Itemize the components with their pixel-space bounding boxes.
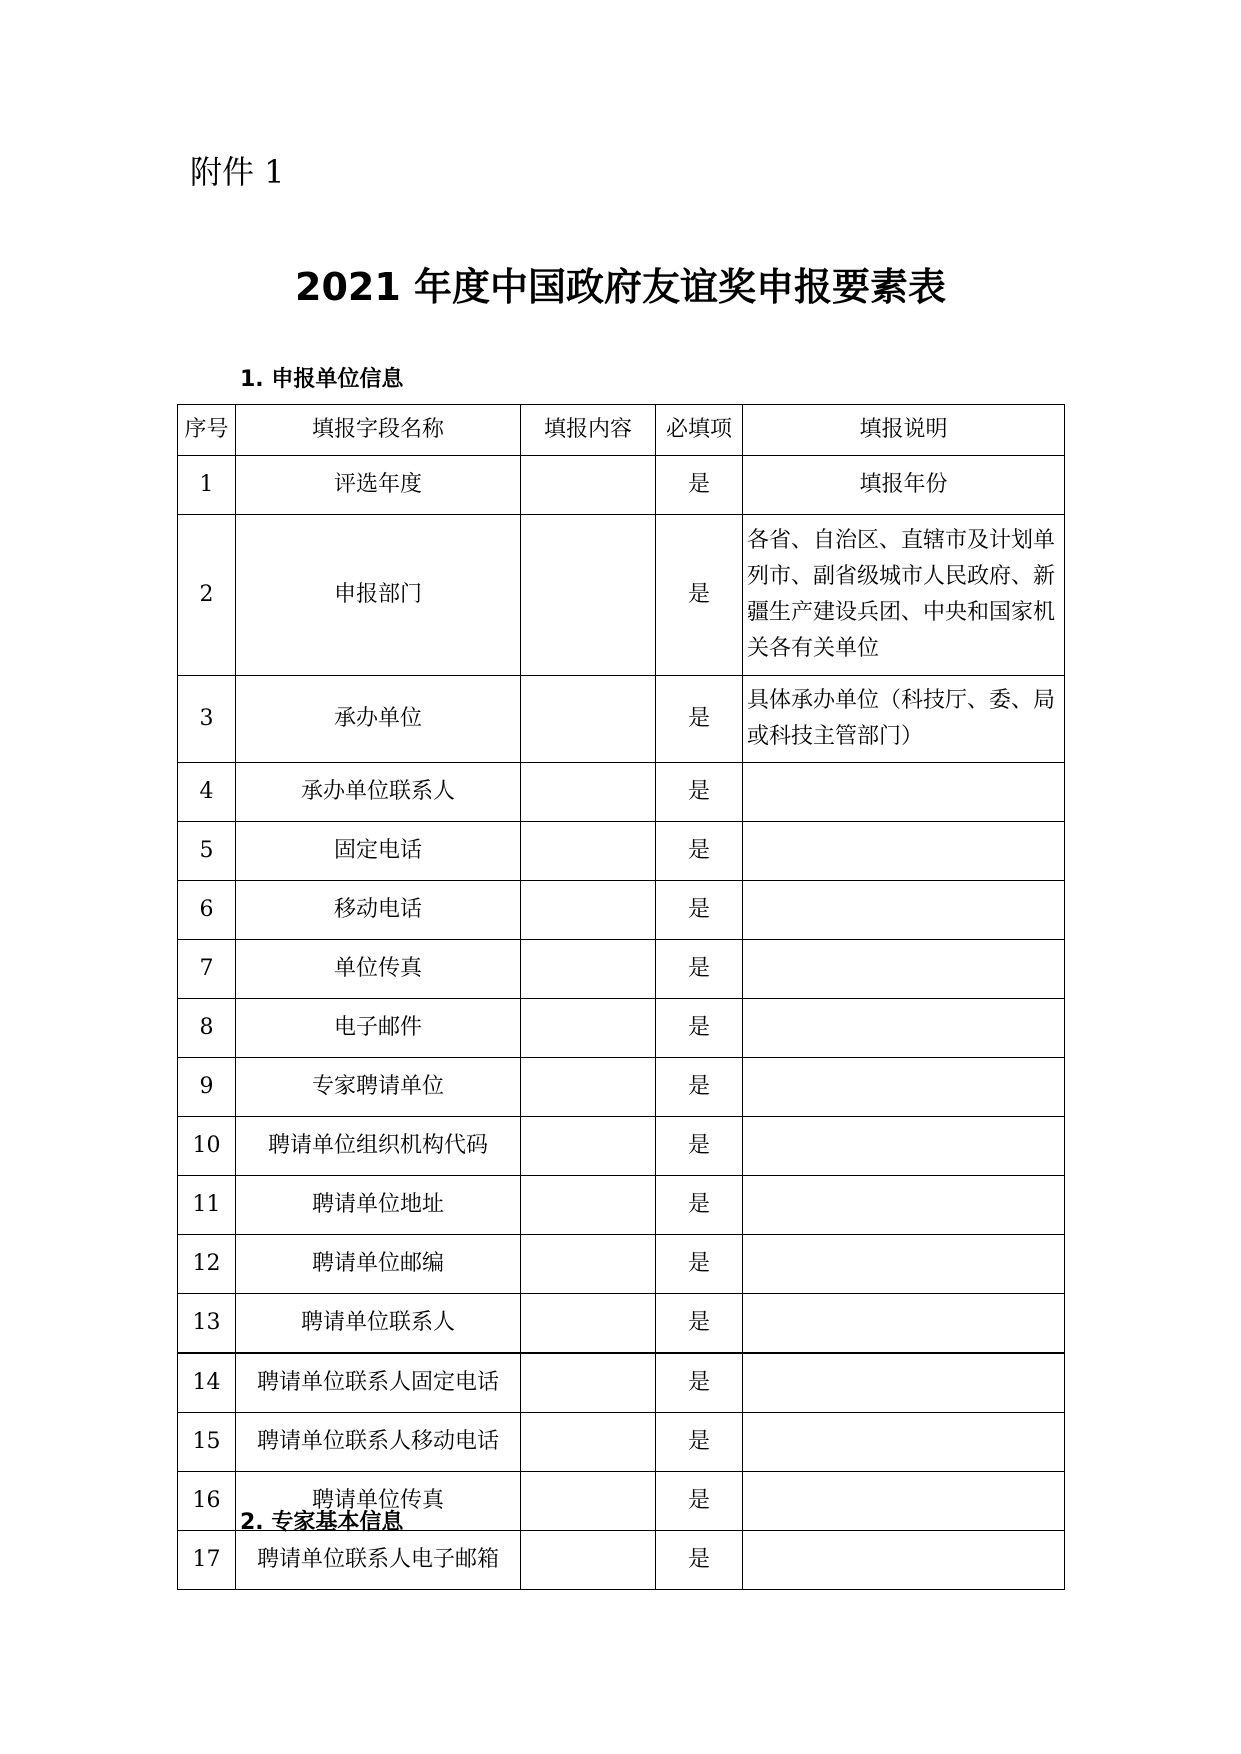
- row-note: [743, 1058, 1065, 1117]
- attachment-label: 附件 1: [190, 153, 285, 191]
- row-content-field[interactable]: [521, 881, 656, 940]
- row-note: 具体承办单位（科技厅、委、局或科技主管部门）: [743, 676, 1065, 763]
- row-required: 是: [656, 1531, 743, 1590]
- header-note: 填报说明: [743, 405, 1065, 456]
- row-field-name: 承办单位联系人: [236, 763, 521, 822]
- row-index: 4: [178, 763, 236, 822]
- row-required: 是: [656, 1058, 743, 1117]
- applicant-info-table: [177, 404, 1065, 1590]
- row-content-field[interactable]: [521, 515, 656, 676]
- row-note: [743, 1531, 1065, 1590]
- row-content-field[interactable]: [521, 1176, 656, 1235]
- row-content-field[interactable]: [521, 1117, 656, 1176]
- row-note: [743, 763, 1065, 822]
- row-note: [743, 1472, 1065, 1531]
- row-index: 10: [178, 1117, 236, 1176]
- row-required: 是: [656, 1117, 743, 1176]
- row-field-name: 专家聘请单位: [236, 1058, 521, 1117]
- row-index: 8: [178, 999, 236, 1058]
- row-index: 2: [178, 515, 236, 676]
- table-row: [178, 515, 1065, 676]
- row-field-name: 聘请单位邮编: [236, 1235, 521, 1294]
- row-note: [743, 1117, 1065, 1176]
- row-required: 是: [656, 1353, 743, 1413]
- row-required: 是: [656, 456, 743, 515]
- table-row: [178, 676, 1065, 763]
- page-title: 2021 年度中国政府友谊奖申报要素表: [295, 265, 946, 309]
- row-required: 是: [656, 763, 743, 822]
- row-required: 是: [656, 999, 743, 1058]
- row-field-name: 聘请单位联系人: [236, 1294, 521, 1354]
- table-row: [178, 822, 1065, 881]
- table-row: [178, 1117, 1065, 1176]
- row-note: [743, 1176, 1065, 1235]
- row-required: 是: [656, 1235, 743, 1294]
- row-content-field[interactable]: [521, 1413, 656, 1472]
- row-index: 16: [178, 1472, 236, 1531]
- row-field-name: 评选年度: [236, 456, 521, 515]
- row-field-name: 聘请单位联系人电子邮箱: [236, 1531, 521, 1590]
- table-row: [178, 763, 1065, 822]
- row-field-name: 聘请单位联系人移动电话: [236, 1413, 521, 1472]
- header-content: 填报内容: [521, 405, 656, 456]
- table-row: [178, 1235, 1065, 1294]
- row-field-name: 聘请单位传真: [236, 1472, 521, 1531]
- row-field-name: 聘请单位地址: [236, 1176, 521, 1235]
- table-row: [178, 940, 1065, 999]
- row-note: [743, 940, 1065, 999]
- row-required: 是: [656, 822, 743, 881]
- section-heading-expert-info: 2. 专家基本信息: [240, 1510, 404, 1535]
- row-content-field[interactable]: [521, 1058, 656, 1117]
- row-index: 11: [178, 1176, 236, 1235]
- row-index: 6: [178, 881, 236, 940]
- row-content-field[interactable]: [521, 940, 656, 999]
- header-required: 必填项: [656, 405, 743, 456]
- row-required: 是: [656, 1176, 743, 1235]
- row-index: 15: [178, 1413, 236, 1472]
- row-field-name: 单位传真: [236, 940, 521, 999]
- table-row: [178, 1353, 1065, 1413]
- row-required: 是: [656, 1472, 743, 1531]
- row-content-field[interactable]: [521, 456, 656, 515]
- table-row: [178, 1176, 1065, 1235]
- row-content-field[interactable]: [521, 1294, 656, 1354]
- row-field-name: 聘请单位联系人固定电话: [236, 1353, 521, 1413]
- table-header-row: [178, 405, 1065, 456]
- section-heading-applicant-info: 1. 申报单位信息: [240, 367, 404, 392]
- table-row: [178, 1531, 1065, 1590]
- table-row: [178, 1294, 1065, 1354]
- row-note: [743, 881, 1065, 940]
- row-index: 17: [178, 1531, 236, 1590]
- row-required: 是: [656, 940, 743, 999]
- row-content-field[interactable]: [521, 763, 656, 822]
- row-field-name: 固定电话: [236, 822, 521, 881]
- row-index: 7: [178, 940, 236, 999]
- row-note: 各省、自治区、直辖市及计划单列市、副省级城市人民政府、新疆生产建设兵团、中央和国家机关各有关单位: [743, 515, 1065, 676]
- row-content-field[interactable]: [521, 676, 656, 763]
- row-index: 9: [178, 1058, 236, 1117]
- row-index: 5: [178, 822, 236, 881]
- table-row: [178, 456, 1065, 515]
- table-row: [178, 999, 1065, 1058]
- row-required: 是: [656, 515, 743, 676]
- row-required: 是: [656, 676, 743, 763]
- row-index: 13: [178, 1294, 236, 1354]
- row-note: [743, 1235, 1065, 1294]
- row-note: [743, 1413, 1065, 1472]
- row-note: [743, 1353, 1065, 1413]
- table-row: [178, 1058, 1065, 1117]
- row-index: 3: [178, 676, 236, 763]
- row-content-field[interactable]: [521, 1531, 656, 1590]
- row-index: 1: [178, 456, 236, 515]
- row-required: 是: [656, 1294, 743, 1354]
- row-field-name: 承办单位: [236, 676, 521, 763]
- table-row: [178, 881, 1065, 940]
- row-index: 14: [178, 1353, 236, 1413]
- header-index: 序号: [178, 405, 236, 456]
- row-index: 12: [178, 1235, 236, 1294]
- row-field-name: 电子邮件: [236, 999, 521, 1058]
- row-note: [743, 822, 1065, 881]
- header-field-name: 填报字段名称: [236, 405, 521, 456]
- row-content-field[interactable]: [521, 1472, 656, 1531]
- row-content-field[interactable]: [521, 999, 656, 1058]
- row-content-field[interactable]: [521, 822, 656, 881]
- row-note: 填报年份: [743, 456, 1065, 515]
- row-content-field[interactable]: [521, 1235, 656, 1294]
- row-note: [743, 999, 1065, 1058]
- row-content-field[interactable]: [521, 1353, 656, 1413]
- row-field-name: 申报部门: [236, 515, 521, 676]
- table-row: [178, 1413, 1065, 1472]
- row-required: 是: [656, 1413, 743, 1472]
- row-field-name: 移动电话: [236, 881, 521, 940]
- row-note: [743, 1294, 1065, 1354]
- row-field-name: 聘请单位组织机构代码: [236, 1117, 521, 1176]
- row-required: 是: [656, 881, 743, 940]
